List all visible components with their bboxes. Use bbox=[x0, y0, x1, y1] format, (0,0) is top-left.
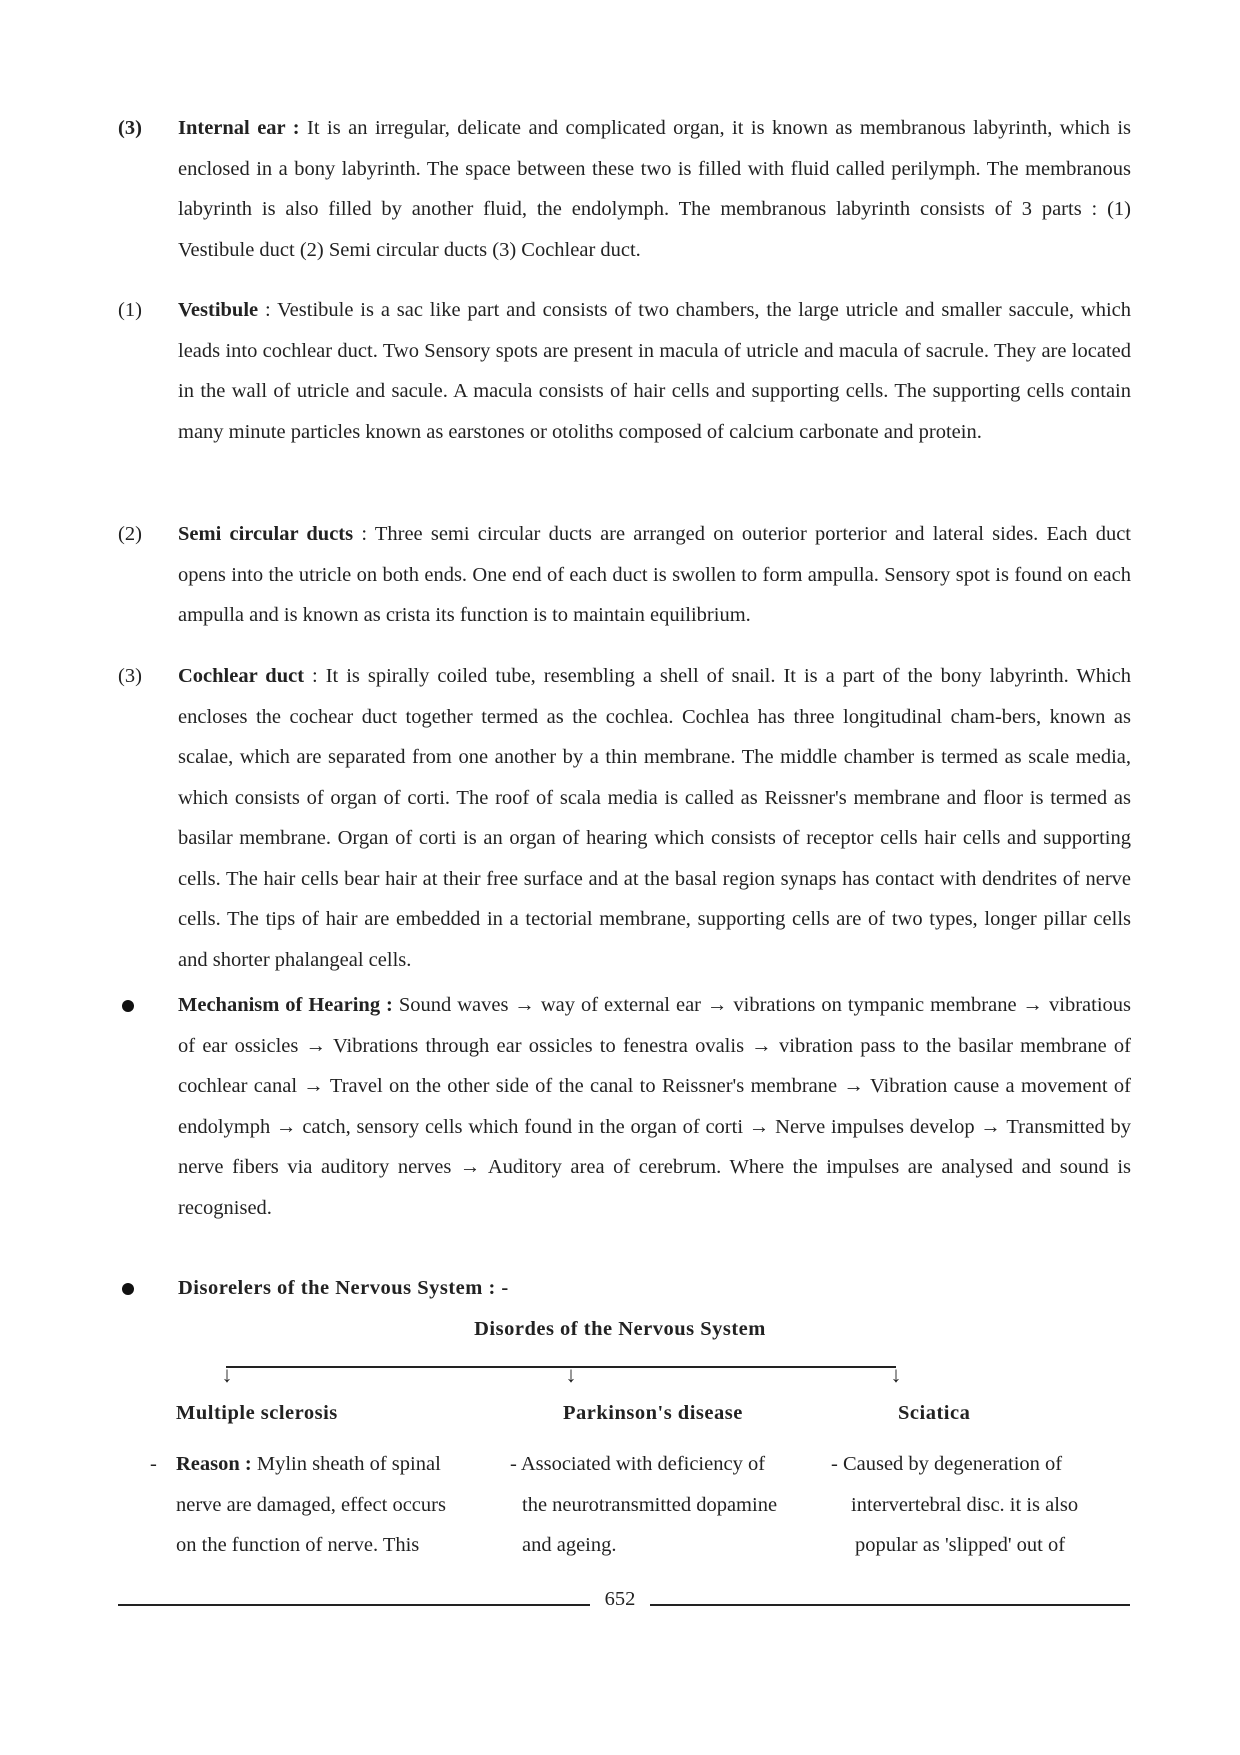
section-heading: Mechanism of Hearing : bbox=[178, 994, 393, 1016]
bullet-dot bbox=[122, 1000, 134, 1012]
column-text-sciatica bbox=[831, 1444, 1078, 1566]
down-arrow-icon: ↓ bbox=[565, 1362, 577, 1387]
section-heading: Internal ear : bbox=[178, 117, 300, 139]
section-text: : Three semi circular ducts are arranged on outerior porterior and lateral sides. Each duct opens into the utricle on both ends. One end of each duct is swollen to form ampulla. Sensory spot is found on each ampulla and is known as crista its function is to maintain equilibrium. bbox=[178, 523, 1131, 626]
section-text: : It is spirally coiled tube, resembling a shell of snail. It is a part of the bony labyrinth. Which encloses the cochear duct together termed as the cochlea. Cochlea has three longitudinal cham-bers, known as scalae, which are separated from one another by a thin membrane. The middle chamber is termed as scale media, which consists of organ of corti. The roof of scala media is called as Reissner's membrane and floor is termed as basilar membrane. Organ of corti is an organ of hearing which consists of receptor cells hair cells and supporting cells. The hair cells bear hair at their free surface and at the basal region synaps has contact with dendrites of nerve cells. The tips of hair are embedded in a tectorial membrane, supporting cells are of two types, longer pillar cells and shorter phalangeal cells. bbox=[178, 665, 1131, 971]
text-line: and ageing. bbox=[522, 1534, 617, 1556]
column-text-parkinsons bbox=[510, 1444, 777, 1566]
column-title-sciatica: Sciatica bbox=[898, 1402, 971, 1424]
text-line: the neurotransmitted dopamine bbox=[522, 1493, 778, 1516]
section-body bbox=[178, 514, 1131, 636]
column-dash: - bbox=[150, 1453, 157, 1475]
down-arrow-icon: ↓ bbox=[890, 1362, 902, 1387]
section-heading: Vestibule bbox=[178, 299, 259, 321]
section-text: : Vestibule is a sac like part and consists of two chambers, the large utricle and smaller saccule, which leads into cochlear duct. Two Sensory spots are present in macula of utricle and macula of sacrule. They are located in the wall of utricle and sacule. A macula consists of hair cells and supporting cells. The supporting cells contain many minute particles known as earstones or otoliths composed of calcium carbonate and protein. bbox=[178, 299, 1131, 443]
section-vestibule bbox=[118, 290, 1131, 452]
section-body bbox=[178, 656, 1131, 980]
section-number: (3) bbox=[118, 117, 142, 139]
section-number: (2) bbox=[118, 523, 142, 545]
column-text-multiple-sclerosis bbox=[176, 1444, 446, 1566]
section-disorders bbox=[118, 1268, 1131, 1309]
bullet-dot bbox=[122, 1283, 134, 1295]
text-line: - Associated with deficiency of bbox=[510, 1453, 766, 1475]
section-heading: Semi circular ducts bbox=[178, 523, 354, 545]
section-body bbox=[178, 108, 1131, 270]
section-text: It is an irregular, delicate and complicated organ, it is known as membranous labyrinth, which is enclosed in a bony labyrinth. The space between these two is filled with fluid called perilymph. The membranous labyrinth is also filled by another fluid, the endolymph. The membranous labyrinth consists of 3 parts : (1) Vestibule duct (2) Semi circular ducts (3) Cochlear duct. bbox=[178, 117, 1132, 261]
reason-label: Reason : bbox=[176, 1453, 252, 1475]
footer-rule-right bbox=[650, 1604, 1130, 1606]
section-mechanism-of-hearing bbox=[118, 985, 1131, 1228]
section-cochlear-duct bbox=[118, 656, 1131, 980]
page-number: 652 bbox=[604, 1588, 636, 1610]
text-line: nerve are damaged, effect occurs bbox=[176, 1493, 446, 1516]
section-body bbox=[178, 290, 1131, 452]
flowchart-title: Disordes of the Nervous System bbox=[474, 1318, 766, 1340]
column-title-parkinsons: Parkinson's disease bbox=[563, 1402, 743, 1424]
text-line: popular as 'slipped' out of bbox=[855, 1534, 1066, 1556]
section-heading: Disorelers of the Nervous System : - bbox=[178, 1277, 509, 1299]
column-title-multiple-sclerosis: Multiple sclerosis bbox=[176, 1402, 338, 1424]
text-line: Reason : Mylin sheath of spinal bbox=[176, 1453, 441, 1475]
section-text: Sound waves → way of external ear → vibrations on tympanic membrane → vibratious of ear ossicles → Vibrations through ear ossicles to fenestra ovalis → vibration pass to the basilar membrane of cochlear canal → Travel on the other side of the canal to Reissner's membrane → Vibration cause a movement of endolymph → catch, sensory cells which found in the organ of corti → Nerve impulses develop → Transmitted by nerve fibers via auditory nerves → Auditory area of cerebrum. Where the impulses are analysed and sound is recognised. bbox=[178, 994, 1131, 1219]
section-number: (1) bbox=[118, 299, 142, 321]
text-line: - Caused by degeneration of bbox=[831, 1453, 1063, 1475]
section-body bbox=[178, 1268, 1131, 1309]
section-number: (3) bbox=[118, 665, 142, 687]
section-semicircular-ducts bbox=[118, 514, 1131, 636]
section-internal-ear bbox=[118, 108, 1131, 270]
down-arrow-icon: ↓ bbox=[221, 1362, 233, 1387]
section-body bbox=[178, 985, 1131, 1228]
text-line: on the function of nerve. This bbox=[176, 1534, 420, 1556]
text-line: intervertebral disc. it is also bbox=[851, 1493, 1079, 1516]
section-heading: Cochlear duct bbox=[178, 665, 305, 687]
footer-rule-left bbox=[118, 1604, 590, 1606]
